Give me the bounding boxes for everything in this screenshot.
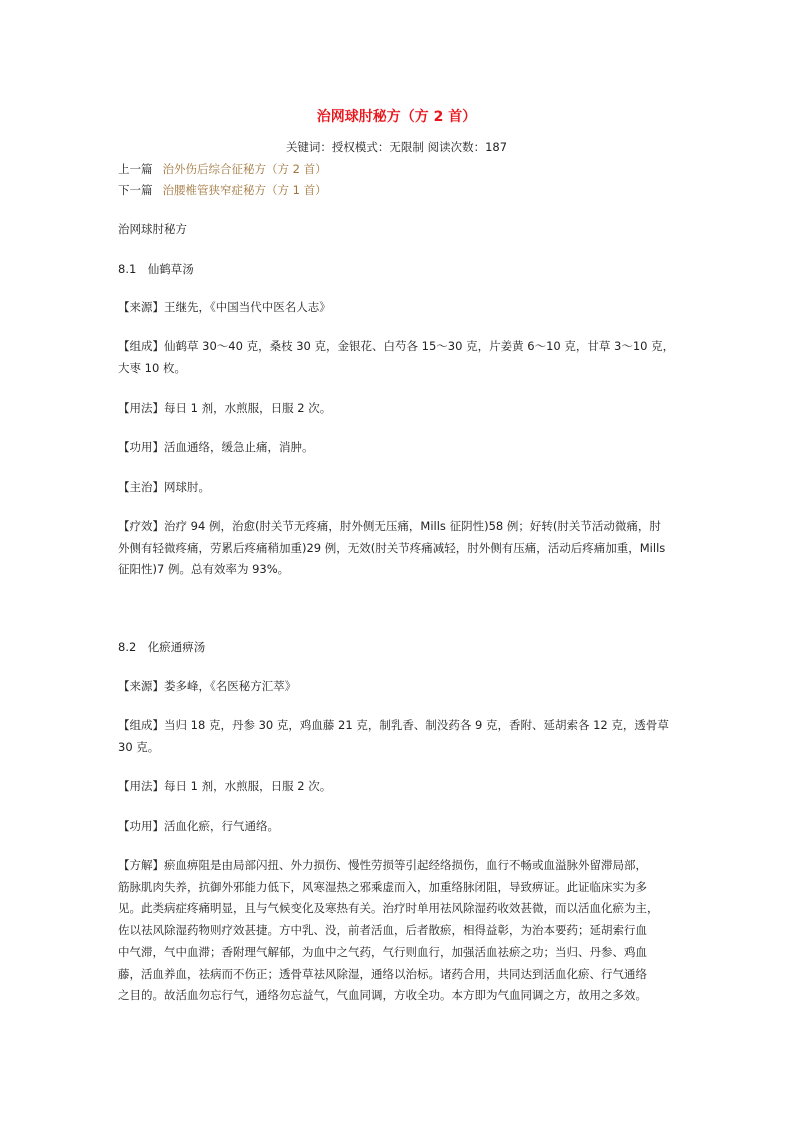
paragraph-line: 之目的。故活血勿忘行气，通络勿忘益气，气血同调，方收全功。本方即为气血同调之方，故用之多效。 [118, 988, 647, 1003]
paragraph [118, 477, 688, 499]
paragraph [118, 398, 688, 420]
paragraph-line: 征阳性)7 例。总有效率为 93%。 [118, 562, 290, 577]
paragraph-line: 【用法】每日 1 剂，水煎服，日服 2 次。 [118, 779, 332, 793]
paragraph-line: 见。此类病症疼痛明显，且与气候变化及寒热有关。治疗时单用祛风除湿药收效甚微，而以活血化瘀为主， [118, 901, 659, 916]
section-title: 8.2 化瘀通痹汤 [118, 640, 206, 654]
prev-article-link[interactable]: 治外伤后综合征秘方（方 2 首） [162, 162, 327, 176]
paragraph [118, 855, 688, 1007]
section-title: 8.1 仙鹤草汤 [118, 262, 194, 276]
meta-info: 关键词：授权模式：无限制 阅读次数：187 [285, 140, 508, 154]
paragraph-line: 筋脉肌肉失养，抗御外邪能力低下，风寒湿热之邪乘虚而入，加重络脉闭阻，导致痹证。此证临床实为多 [118, 879, 647, 894]
paragraph-line: 佐以祛风除湿药物则疗效甚捷。方中乳、没，前者活血，后者散瘀，相得益彰，为治本要药；延胡索行血 [118, 923, 647, 938]
paragraph [118, 715, 688, 758]
paragraph-line: 【功用】活血化瘀，行气通络。 [118, 819, 279, 833]
paragraph-line: 大枣 10 枚。 [118, 360, 186, 375]
paragraph-line: 【主治】网球肘。 [118, 480, 210, 494]
paragraph [118, 516, 688, 581]
paragraph-line: 藤，活血养血，祛病而不伤正；透骨草祛风除湿，通络以治标。诸药合用，共同达到活血化瘀、行气通络 [118, 966, 647, 981]
prev-label: 上一篇 [118, 162, 153, 176]
paragraph-line: 【来源】娄多峰，《名医秘方汇萃》 [118, 679, 297, 693]
next-label: 下一篇 [118, 183, 153, 197]
paragraph-line: 外侧有轻微疼痛，劳累后疼痛稍加重)29 例，无效(肘关节疼痛减轻，肘外侧有压痛，活动后疼痛加重，Mills [118, 540, 666, 555]
paragraph-line: 【来源】王继先，《中国当代中医名人志》 [118, 300, 331, 314]
paragraph [118, 336, 688, 379]
paragraph [118, 437, 688, 459]
prev-article [118, 159, 688, 181]
next-article [118, 180, 688, 202]
paragraph-line: 中气滞，气中血滞；香附理气解郁，为血中之气药，气行则血行，加强活血祛瘀之功；当归、丹参、鸡血 [118, 944, 647, 959]
paragraph-line: 30 克。 [118, 739, 160, 754]
paragraph-line: 【组成】仙鹤草 30～40 克，桑枝 30 克，金银花、白芍各 15～30 克，片姜黄 6～10 克，甘草 3～10 克， [118, 339, 675, 353]
paragraph [118, 816, 688, 838]
paragraph-line: 【方解】瘀血痹阻是由局部闪扭、外力损伤、慢性劳损等引起经络损伤，血行不畅或血溢脉外留滞局部， [118, 858, 647, 872]
paragraph-line: 【用法】每日 1 剂，水煎服，日服 2 次。 [118, 401, 332, 415]
paragraph [118, 776, 688, 798]
article-heading: 治网球肘秘方 [118, 222, 187, 236]
paragraph [118, 297, 688, 319]
page-title: 治网球肘秘方（方 2 首） [316, 109, 477, 125]
paragraph [118, 676, 688, 698]
paragraph-line: 【功用】活血通络，缓急止痛，消肿。 [118, 440, 314, 454]
next-article-link[interactable]: 治腰椎管狭窄症秘方（方 1 首） [162, 183, 327, 197]
paragraph-line: 【组成】当归 18 克，丹参 30 克，鸡血藤 21 克，制乳香、制没药各 9 克，香附、延胡索各 12 克，透骨草 [118, 718, 669, 732]
paragraph-line: 【疗效】治疗 94 例，治愈(肘关节无疼痛，肘外侧无压痛，Mills 征阴性)58 例；好转(肘关节活动微痛，肘 [118, 519, 661, 533]
